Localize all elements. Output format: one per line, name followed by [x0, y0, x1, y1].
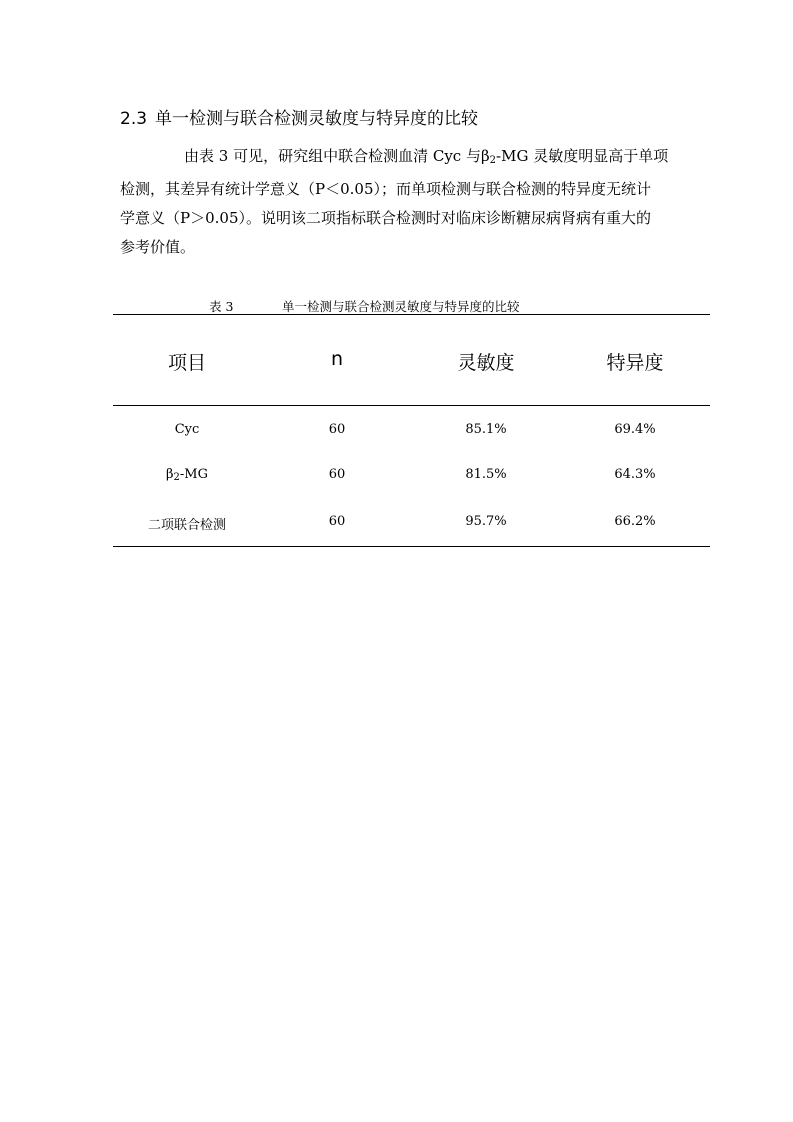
body-paragraph	[120, 142, 685, 262]
table-top-rule	[113, 314, 710, 315]
item-name: Cyc	[174, 422, 200, 437]
row-b2mg-item	[166, 467, 208, 483]
section-number: 2.3	[120, 109, 148, 129]
row-cyc-item	[175, 422, 200, 437]
table-label: 表 3	[209, 299, 234, 314]
section-heading	[120, 104, 478, 129]
subscript: 2	[173, 472, 180, 483]
item-name: β	[166, 467, 174, 482]
paragraph-text: -MG 灵敏度明显高于单项	[496, 147, 669, 165]
row-b2mg-specificity: 64.3%	[614, 467, 656, 482]
paragraph-line-2: 检测，其差异有统计学意义（P＜0.05）；而单项检测与联合检测的特异度无统计	[120, 180, 651, 198]
paragraph-line-3: 学意义（P＞0.05）。说明该二项指标联合检测时对临床诊断糖尿病肾病有重大的	[120, 209, 651, 227]
column-header-n: n	[330, 348, 344, 370]
table-bottom-rule	[113, 546, 710, 547]
subscript: 2	[489, 155, 497, 166]
paragraph-line-1	[120, 142, 685, 175]
row-cyc-sensitivity: 85.1%	[465, 422, 507, 437]
paragraph-line-4: 参考价值。	[120, 238, 196, 256]
column-header-item: 项目	[167, 352, 207, 374]
row-cyc-specificity: 69.4%	[614, 422, 656, 437]
row-combined-item	[148, 514, 226, 533]
item-name: 二项联合检测	[147, 518, 227, 533]
row-combined-n: 60	[328, 514, 346, 529]
row-b2mg-sensitivity: 81.5%	[465, 467, 507, 482]
paragraph-text: 由表 3 可见，研究组中联合检测血清 Cyc 与β	[184, 147, 490, 165]
row-cyc-n: 60	[328, 422, 346, 437]
column-header-specificity: 特异度	[606, 352, 664, 374]
row-combined-sensitivity: 95.7%	[465, 514, 507, 529]
row-b2mg-n: 60	[328, 467, 346, 482]
table-caption: 单一检测与联合检测灵敏度与特异度的比较	[282, 299, 520, 314]
section-title: 单一检测与联合检测灵敏度与特异度的比较	[155, 109, 479, 129]
table-header-rule	[113, 405, 710, 406]
row-combined-specificity: 66.2%	[614, 514, 656, 529]
column-header-sensitivity: 灵敏度	[457, 352, 515, 374]
item-suffix: -MG	[179, 467, 208, 482]
